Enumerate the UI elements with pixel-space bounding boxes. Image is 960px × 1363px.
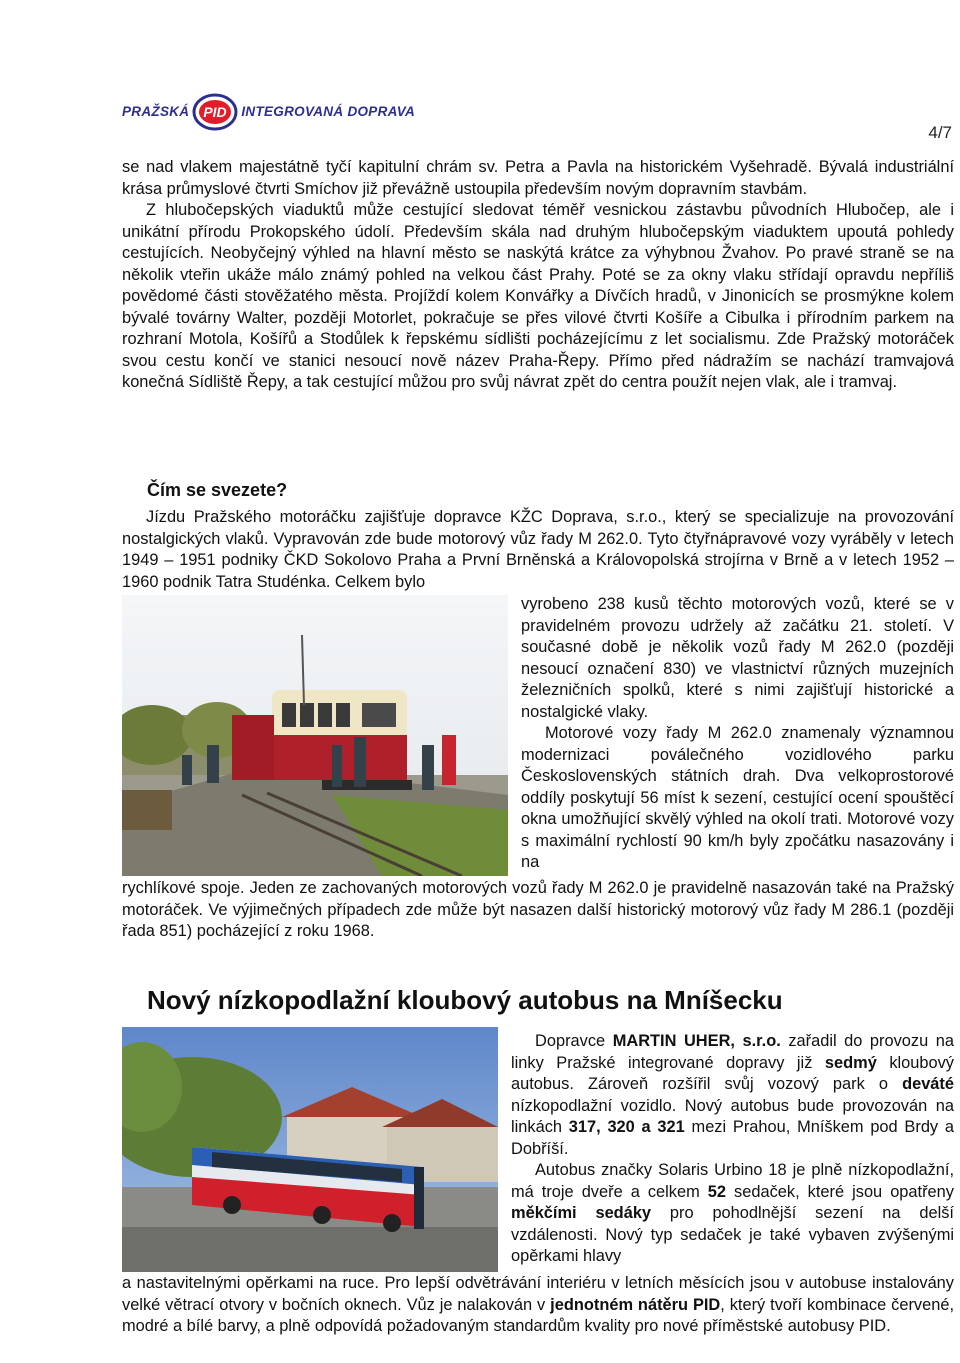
logo-text-right: INTEGROVANÁ DOPRAVA <box>241 104 416 120</box>
page-number: 4/7 <box>928 123 952 142</box>
section-2-heading-wrap <box>147 478 547 502</box>
section-2-heading: Čím se svezete? <box>147 480 288 500</box>
bus-photo <box>122 1027 498 1272</box>
bus-paragraph-2: Autobus značky Solaris Urbino 18 je plně nízkopodlažní, má troje dveře a celkem 52 sedaček, které jsou opatřeny měkčími sedáky pro pohodlnější sezení na delší vzdálenosti. Nový typ sedaček je také vybaven zvýšenými opěrkami hlavy <box>511 1161 954 1265</box>
bus-photo-image <box>122 1027 498 1272</box>
section-1 <box>122 157 954 394</box>
bus-paragraph-2-continued: a nastavitelnými opěrkami na ruce. Pro lepší odvětrávání interiéru v letních měsících jsou v autobuse instalovány velké větrací otvory v bočních oknech. Vůz je nalakován v jednotném nátěru PID, který tvoří kombinace červené, modré a bílé barvy, a plně odpovídá požadovaným standardům kvality pro nové příměstské autobusy PID. <box>122 1274 954 1335</box>
logo-mark-text: PID <box>203 104 228 120</box>
section-3-heading: Nový nízkopodlažní kloubový autobus na Mníšecku <box>147 985 783 1015</box>
train-photo <box>122 595 508 876</box>
train-paragraph-2: Motorové vozy řady M 262.0 znamenaly významnou modernizaci poválečného vozidlového parku Československých státních drah. Dva velkoprostorové oddíly poskytují 56 míst k sezení, cestující ocení spouštěcí okna umožňující skvělý výhled na okolí trati. Motorové vozy s maximální rychlostí 90 km/h byly zpočátku nasazovány i na <box>521 724 954 871</box>
train-paragraph-1: Jízdu Pražského motoráčku zajišťuje dopravce KŽC Doprava, s.r.o., který se specializuje na provozování nostalgických vlaků. Vypravován zde bude motorový vůz řady M 262.0. Tyto čtyřnápravové vozy vyráběly v letech 1949 – 1951 podniky ČKD Sokolovo Praha a První Brněnská a Královopolská strojírna v Brně a v letech 1952 – 1960 podnik Tatra Studénka. Celkem bylo <box>122 508 954 591</box>
paragraph-1: se nad vlakem majestátně tyčí kapitulní chrám sv. Petra a Pavla na historickém Vyšehradě. Bývalá industriální krása průmyslové čtvrti Smíchov již převážně ustoupila především novým dopravním stavbám. <box>122 158 954 198</box>
train-photo-image <box>122 595 508 876</box>
pid-logo <box>122 92 415 132</box>
section-3-rest <box>122 1273 954 1338</box>
paragraph-2: Z hlubočepských viaduktů může cestující sledovat téměř vesnickou zástavbu původních Hlubočep, ale i unikátní přírodu Prokopského údolí. Především skála nad druhým hlubočepským viaduktem upoutá pohledy cestujících. Neobyčejný výhled na hlavní město se naskýtá krátce za výhybnou Žvahov. Po pravé straně se na několik vteřin ukáže málo známý pohled na velkou část Prahy. Poté se za okny vlaku střídají opravdu nepříliš povědomé části stověžatého města. Projíždí kolem Konvářky a Dívčích hradů, v Jinonicích se prosmýkne kolem bývalé továrny Walter, později Motorlet, pokračuje se přes vilové čtvrti Košíře a Cibulka i přírodním parkem na rozhraní Motola, Košířů a Stodůlek k řepskému sídlišti pocházejícímu z let socialismu. Zde Pražský motoráček svou cestu končí ve stanici nesoucí nově název Praha-Řepy. Přímo před nádražím se nachází tramvajová konečná Sídliště Řepy, a tak cestující můžou pro svůj návrat zpět do centra použít nejen vlak, ale i tramvaj. <box>122 201 954 391</box>
section-3-wrap <box>511 1031 954 1268</box>
train-paragraph-1-continued: vyrobeno 238 kusů těchto motorových vozů, které se v pravidelném provozu udržely až začátku 21. století. V současné době je několik vozů řady M 262.0 (později nesoucí označení 830) ve vlastnictví různých muzejních železničních spolků, které s nimi zajišťují historické a nostalgické vlaky. <box>521 595 954 721</box>
train-paragraph-2-continued: rychlíkové spoje. Jeden ze zachovaných motorových vozů řady M 262.0 je pravidelně nasazován také na Pražský motoráček. Ve výjimečných případech zde může být nasazen další historický motorový vůz řady M 286.1 (později řada 851) pocházející z roku 1968. <box>122 879 954 940</box>
section-2-rest <box>122 878 954 943</box>
pid-logo-icon <box>191 92 239 132</box>
bus-paragraph-1: Dopravce MARTIN UHER, s.r.o. zařadil do provozu na linky Pražské integrované dopravy již sedmý kloubový autobus. Zároveň rozšířil svůj vozový park o deváté nízkopodlažní vozidlo. Nový autobus bude provozován na linkách 317, 320 a 321 mezi Prahou, Mníškem pod Brdy a Dobříší. <box>511 1032 955 1158</box>
section-2-intro <box>122 507 954 593</box>
section-2-wrap <box>521 594 954 874</box>
logo-text-left: PRAŽSKÁ <box>122 104 190 120</box>
